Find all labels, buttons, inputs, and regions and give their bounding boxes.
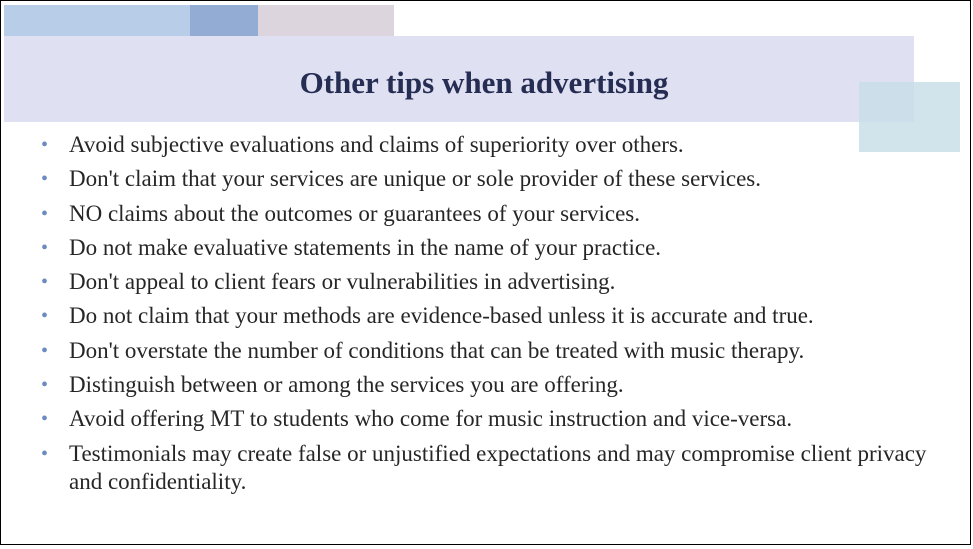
bullet-icon: • [41,305,49,328]
list-item [41,405,941,433]
tips-list [41,131,941,502]
list-item [41,371,941,399]
bullet-icon: • [41,408,49,431]
tip-text: Don't claim that your services are unique or sole provider of these services. [69,166,761,192]
bullet-icon: • [41,202,49,225]
bullet-icon: • [41,168,49,191]
list-item [41,200,941,228]
bullet-icon: • [41,134,49,156]
tip-text: Do not claim that your methods are evidence-based unless it is accurate and true. [69,303,814,329]
list-item [41,302,941,330]
slide-title: Other tips when advertising [299,65,669,100]
tip-text: Testimonials may create false or unjustified expectations and may compromise client privacy and confidentiality. [69,440,927,494]
bullet-icon: • [41,339,49,362]
list-item [41,131,941,159]
list-item [41,337,941,365]
tip-text: Don't overstate the number of conditions that can be treated with music therapy. [69,337,805,363]
tip-text: NO claims about the outcomes or guarantees of your services. [69,200,640,226]
tip-text: Do not make evaluative statements in the name of your practice. [69,234,662,260]
list-item [41,165,941,193]
tip-text: Avoid subjective evaluations and claims of superiority over others. [69,132,684,157]
bullet-icon: • [41,442,49,465]
bullet-icon: • [41,374,49,397]
tip-text: Avoid offering MT to students who come for music instruction and vice-versa. [69,406,793,432]
list-item [41,268,941,296]
bullet-icon: • [41,236,49,259]
list-item [41,440,941,496]
tip-text: Don't appeal to client fears or vulnerabilities in advertising. [69,269,616,295]
bullet-icon: • [41,271,49,294]
list-item [41,234,941,262]
tip-text: Distinguish between or among the services you are offering. [69,372,624,398]
